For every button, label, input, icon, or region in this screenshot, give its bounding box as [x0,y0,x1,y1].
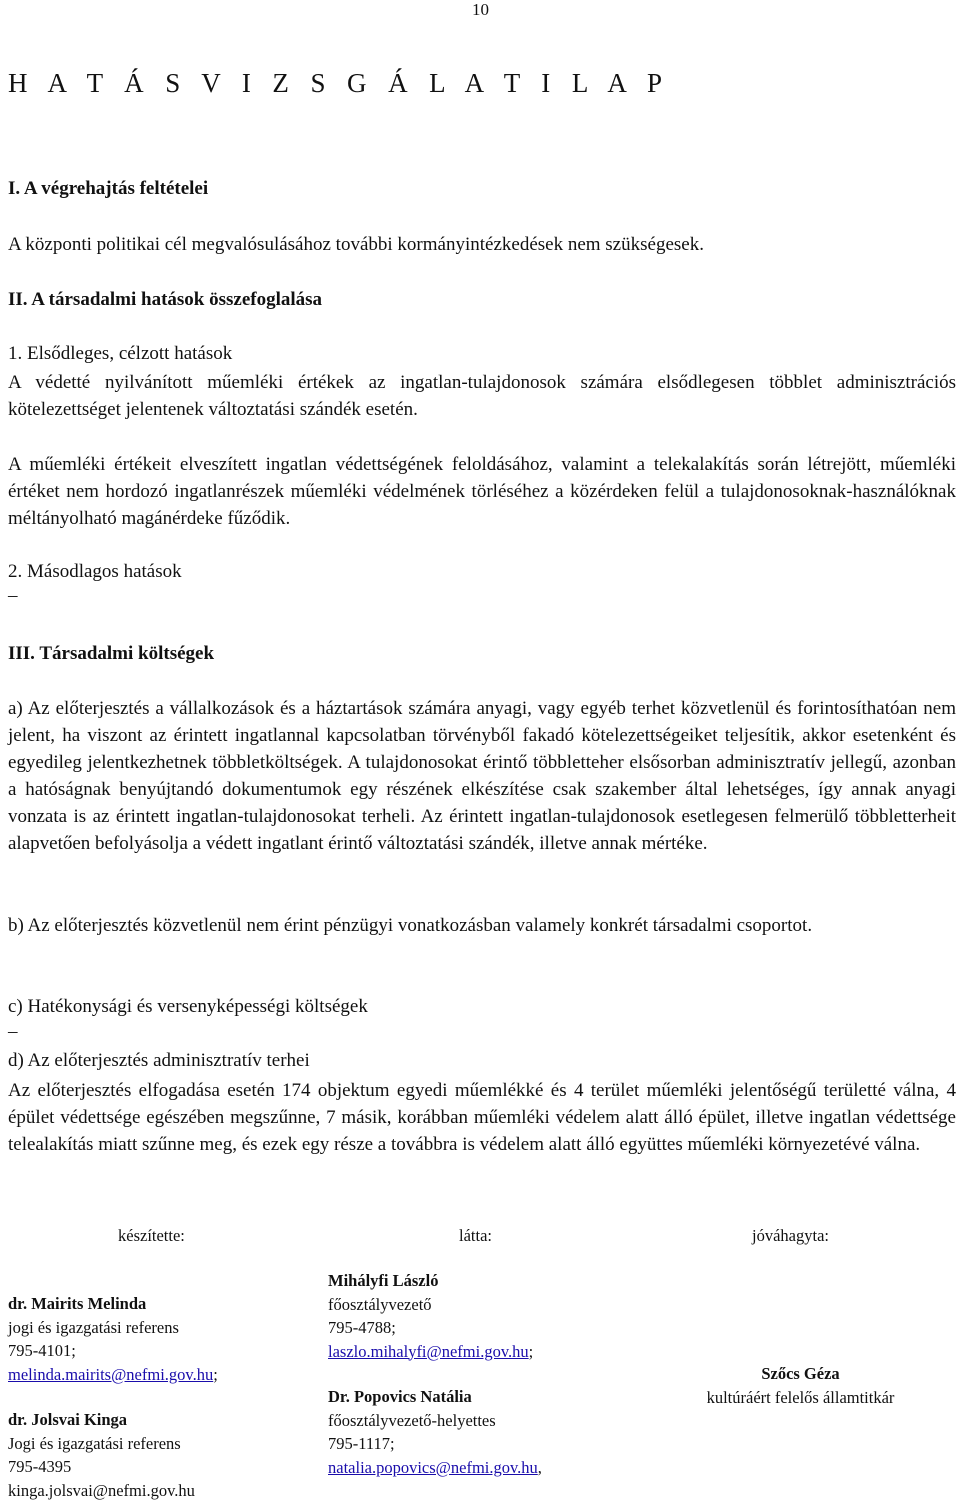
cost-paragraph-a: a) Az előterjesztés a vállalkozások és a háztartások számára anyagi, vagy egyéb terhet közvetlenül és forintosíthatóan nem jelent, ha viszont az érintett ingatlannal kapcsolatban törvényből fakadó kötelezettségeiket teljesítik, akkor esetenként és egyedileg jelentkezhetnek többletköltségek. A tulajdonosokat érintő többletteher elsősorban adminisztratív jellegű, azonban a hatóságnak benyújtandó dokumentumok egy részének elkészítése csak szakember által lehetséges, így annak anyagi vonzata is az érintett ingatlan-tulajdonosokat terheli. Az érintett ingatlan-tulajdonosok esetlegesen felmerülő többletterheit alapvetően befolyásolja a védett ingatlant érintő változtatási szándék, illetve annak mértéke. [8,695,956,857]
primary-effects-title: 1. Elsődleges, célzott hatások [8,343,232,365]
section-1-heading: I. A végrehajtás feltételei [8,178,208,200]
signatory-role: főosztályvezető [328,1293,542,1317]
secondary-effects-title: 2. Másodlagos hatások [8,561,182,583]
page-number: 10 [472,0,489,20]
signatory-name: dr. Jolsvai Kinga [8,1408,218,1432]
primary-effects-paragraph: A védetté nyilvánított műemléki értékek az ingatlan-tulajdonosok számára elsődlegesen többlet adminisztrációs kötelezettséget jelentenek változtatási szándék esetén. [8,369,956,423]
signatory-phone: 795-4395 [8,1455,218,1479]
email-suffix: ; [213,1365,218,1384]
prepared-by-label: készítette: [118,1224,185,1248]
signatory-column-3 [688,1362,913,1409]
cost-c-dash: – [8,1021,18,1043]
seen-by-label: látta: [459,1224,492,1248]
cost-d-paragraph: Az előterjesztés elfogadása esetén 174 objektum egyedi műemlékké és 4 terület műemléki jelentőségű területté válna, 4 épület védettsége egészében megszűnne, 7 másik, korábban műemléki védelem alatt álló épület, illetve ingatlan védettsége telealakítás miatt szűnne meg, és ezek egy része a továbbra is védelem alatt álló együttes műemléki környezetévé válna. [8,1077,956,1158]
signatory-phone: 795-1117; [328,1432,542,1456]
signatory-role: jogi és igazgatási referens [8,1316,218,1340]
signatory-name: Mihályfi László [328,1269,542,1293]
section-2-heading: II. A társadalmi hatások összefoglalása [8,289,322,311]
signatory-phone: 795-4788; [328,1316,542,1340]
signatory-email-link[interactable]: natalia.popovics@nefmi.gov.hu [328,1458,538,1477]
secondary-effects-dash: – [8,585,18,607]
approved-by-label: jóváhagyta: [752,1224,829,1248]
signatory-email-link[interactable]: laszlo.mihalyfi@nefmi.gov.hu [328,1342,529,1361]
cost-c-title: c) Hatékonysági és versenyképességi költségek [8,996,368,1018]
email-suffix: , [538,1458,542,1477]
cost-d-title: d) Az előterjesztés adminisztratív terhei [8,1050,310,1072]
signatory-column-1 [8,1292,218,1502]
email-suffix: ; [529,1342,534,1361]
signatory-role: kultúráért felelős államtitkár [688,1386,913,1410]
page-title: H A T Á S V I Z S G Á L A T I L A P [8,68,669,99]
signatory-role: főosztályvezető-helyettes [328,1409,542,1433]
signatory-phone: 795-4101; [8,1339,218,1363]
signatory-name: Dr. Popovics Natália [328,1385,542,1409]
cost-paragraph-b: b) Az előterjesztés közvetlenül nem érint pénzügyi vonatkozásban valamely konkrét társadalmi csoportot. [8,912,956,939]
signatory-email-link[interactable]: melinda.mairits@nefmi.gov.hu [8,1365,213,1384]
signatory-name: dr. Mairits Melinda [8,1292,218,1316]
signatory-email: kinga.jolsvai@nefmi.gov.hu [8,1479,218,1502]
primary-effects-paragraph-2: A műemléki értékeit elveszített ingatlan védettségének feloldásához, valamint a telekalakítás során létrejött, műemléki értéket nem hordozó ingatlanrészek műemléki védelmének törléséhez a közérdeken felül a tulajdonosoknak-használóknak méltányolható magánérdeke fűződik. [8,451,956,532]
section-1-text: A központi politikai cél megvalósulásához további kormányintézkedések nem szükségesek. [8,234,704,256]
signatory-name: Szőcs Géza [688,1362,913,1386]
signatory-column-2 [328,1269,542,1479]
section-3-heading: III. Társadalmi költségek [8,643,214,665]
signatory-role: Jogi és igazgatási referens [8,1432,218,1456]
